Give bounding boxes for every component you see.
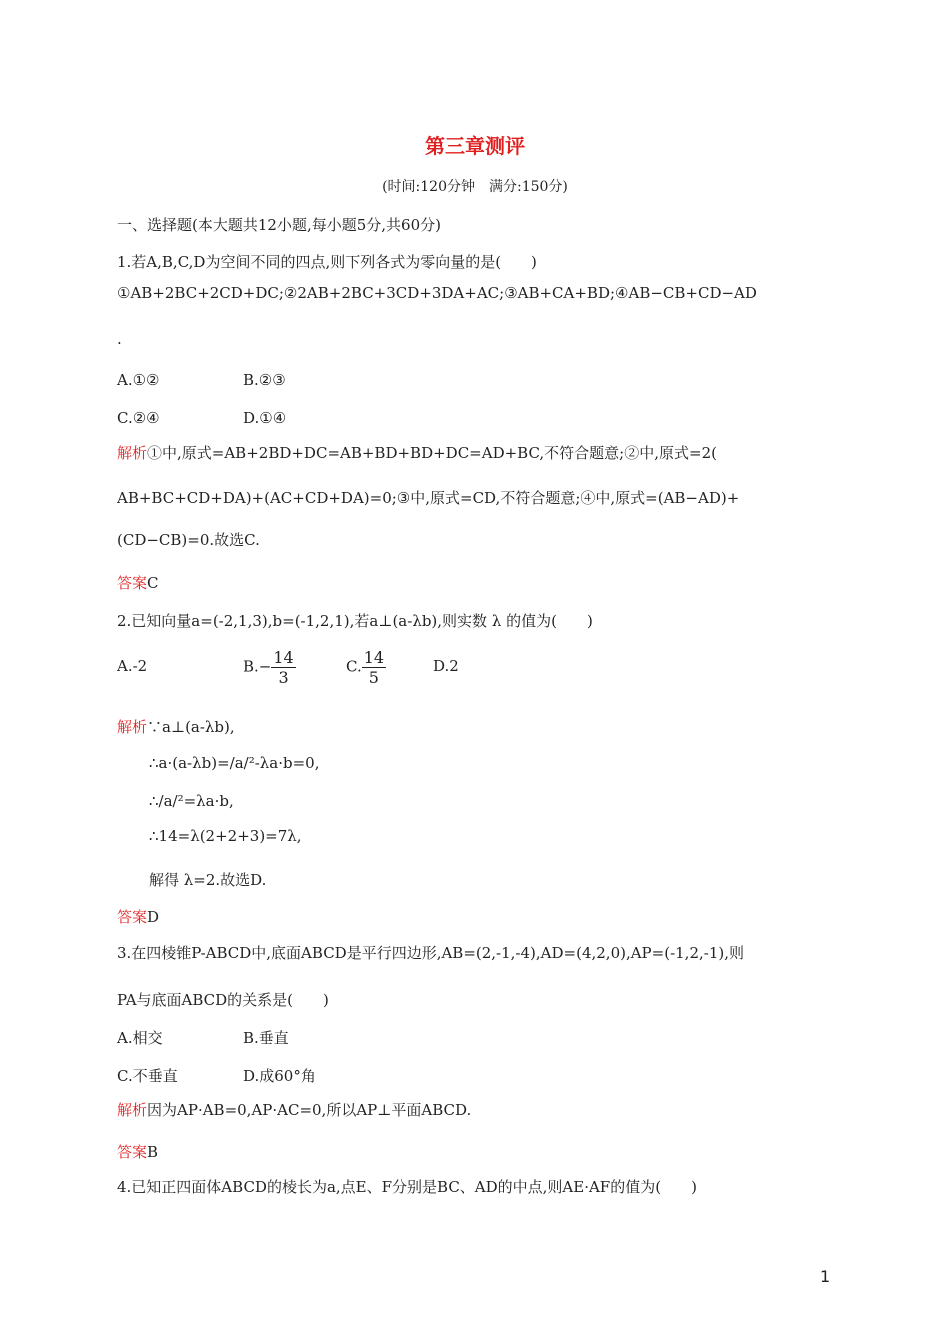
q3-option-a: A.相交 <box>117 1029 163 1047</box>
question-1-stem: 1.若A,B,C,D为空间不同的四点,则下列各式为零向量的是( ) <box>117 253 537 271</box>
question-3-stem-2: PA与底面ABCD的关系是( ) <box>117 991 329 1009</box>
q1-solution-line-2: AB+BC+CD+DA)+(AC+CD+DA)=0;③中,原式=CD,不符合题意;④中,原式=(AB−AD)+ <box>117 489 740 507</box>
q2-answer <box>117 906 159 927</box>
q2-answer-value: D <box>147 908 160 926</box>
question-2-stem: 2.已知向量a=(-2,1,3),b=(-1,2,1),若a⊥(a-λb),则实数 λ 的值为( ) <box>117 612 593 630</box>
q2-option-c <box>346 648 386 687</box>
section-heading: 一、选择题(本大题共12小题,每小题5分,共60分) <box>117 216 441 234</box>
q2-option-d: D.2 <box>433 657 459 675</box>
fraction-denominator: 5 <box>368 668 379 687</box>
q1-solution-line-1 <box>117 442 717 463</box>
q2-solution-step-4: ∴14=λ(2+2+3)=7λ, <box>149 827 302 845</box>
q2-option-b <box>243 648 296 687</box>
q1-answer <box>117 572 159 593</box>
solution-label: 解析 <box>117 718 148 736</box>
question-1-dot: . <box>117 330 122 348</box>
q2-solution-step-1: ∵a⊥(a-λb), <box>147 718 235 736</box>
fraction-numerator: 14 <box>273 648 294 667</box>
q1-option-a: A.①② <box>117 371 160 389</box>
q2-option-c-fraction <box>362 648 386 687</box>
q2-solution-step-3: ∴/a/²=λa·b, <box>149 792 234 810</box>
q2-option-c-prefix: C. <box>346 657 362 676</box>
fraction-numerator: 14 <box>363 648 385 667</box>
q2-option-b-fraction <box>271 648 295 687</box>
q1-solution-text-1: ①中,原式=AB+2BD+DC=AB+BD+BD+DC=AD+BC,不符合题意;②中,原式=2( <box>147 444 717 462</box>
answer-label: 答案 <box>117 908 148 926</box>
q3-answer-value: B <box>147 1143 159 1161</box>
q1-expr: ①AB+2BC+2CD+DC;②2AB+2BC+3CD+3DA+AC;③AB+CA+BD;④AB−CB+CD−AD <box>117 284 757 302</box>
q2-solution-step-5: 解得 λ=2.故选D. <box>149 871 267 889</box>
q1-option-c: C.②④ <box>117 409 160 427</box>
fraction-denominator: 3 <box>278 668 289 687</box>
page-title: 第三章测评 <box>425 134 525 158</box>
q3-option-c: C.不垂直 <box>117 1067 178 1085</box>
q3-solution <box>117 1099 471 1120</box>
solution-label: 解析 <box>117 1101 148 1119</box>
q2-solution-line-1 <box>117 716 235 737</box>
q2-option-a: A.-2 <box>117 657 148 675</box>
page-number: 1 <box>820 1267 831 1286</box>
q3-option-b: B.垂直 <box>243 1029 289 1047</box>
question-4-stem: 4.已知正四面体ABCD的棱长为a,点E、F分别是BC、AD的中点,则AE·AF的值为( ) <box>117 1178 697 1196</box>
q3-answer <box>117 1141 158 1162</box>
answer-label: 答案 <box>117 1143 148 1161</box>
q3-solution-text: 因为AP·AB=0,AP·AC=0,所以AP⊥平面ABCD. <box>147 1101 472 1119</box>
q1-option-b: B.②③ <box>243 371 286 389</box>
question-1-expressions <box>117 284 757 302</box>
exam-info: (时间:120分钟 满分:150分) <box>382 179 568 195</box>
answer-label: 答案 <box>117 574 148 592</box>
q3-option-d: D.成60°角 <box>243 1067 316 1085</box>
solution-label: 解析 <box>117 444 148 462</box>
q1-answer-value: C <box>147 574 159 592</box>
q1-solution-line-3: (CD−CB)=0.故选C. <box>117 531 260 549</box>
question-3-stem: 3.在四棱锥P-ABCD中,底面ABCD是平行四边形,AB=(2,-1,-4),AD=(4,2,0),AP=(-1,2,-1),则 <box>117 944 744 962</box>
q1-option-d: D.①④ <box>243 409 287 427</box>
q2-option-b-prefix: B.− <box>243 657 272 676</box>
q2-solution-step-2: ∴a·(a-λb)=/a/²-λa·b=0, <box>149 754 320 772</box>
